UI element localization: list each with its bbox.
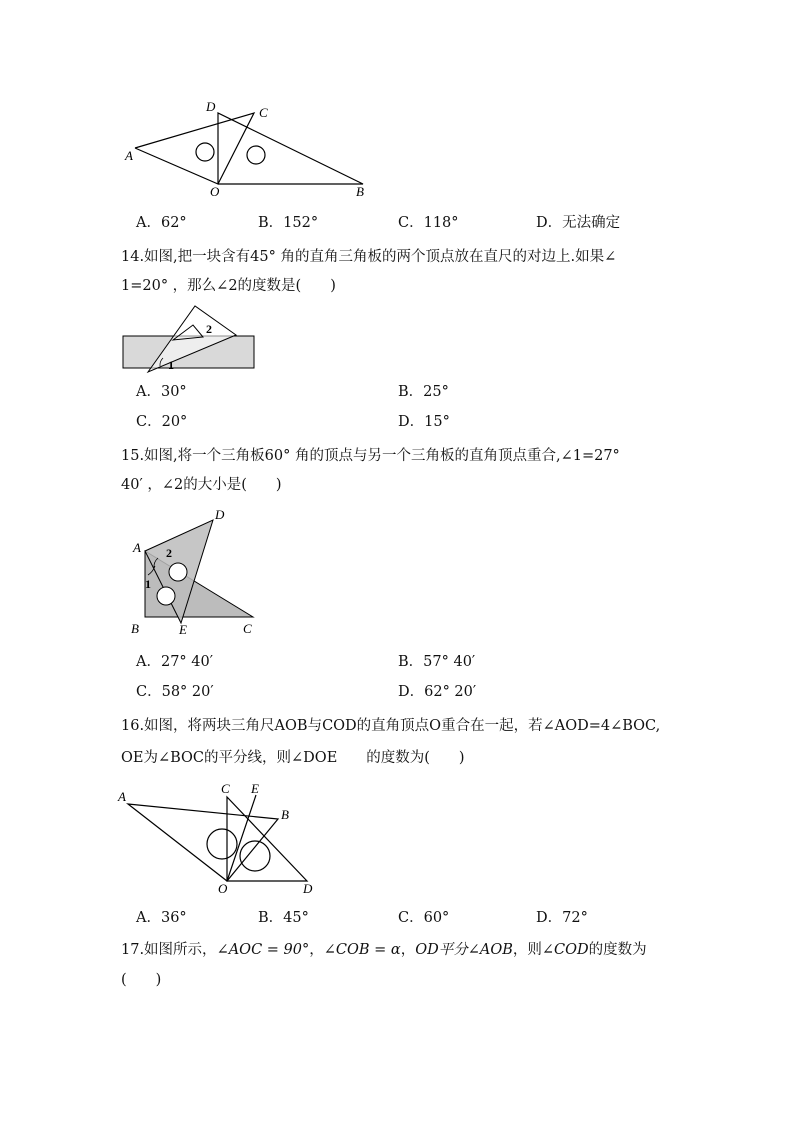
q15-option-b[interactable]: B．57° 40′	[398, 654, 476, 670]
q16-label-D: D	[303, 881, 313, 896]
q16-ray-oe	[227, 795, 256, 881]
q16-label-E: E	[251, 781, 259, 796]
q17-expr-cod: ∠COD	[541, 942, 589, 958]
q15-stem-line2: 40′ ，∠2的大小是( )	[121, 477, 282, 493]
q13-option-b[interactable]: B．152°	[258, 215, 319, 231]
q16-option-c[interactable]: C．60°	[398, 910, 450, 926]
q15-stem-line1: 15.如图,将一个三角板60° 角的顶点与另一个三角板的直角顶点重合,∠1=27°	[121, 448, 620, 464]
q16-triangle-aob	[128, 804, 278, 881]
q14-option-b[interactable]: B．25°	[398, 384, 449, 400]
q15-option-d[interactable]: D．62° 20′	[398, 684, 477, 700]
q17-sep2: ，	[400, 942, 416, 958]
q17-sep3: ，则	[512, 942, 542, 958]
q17-stem-line2: ( )	[121, 972, 162, 988]
q14-option-c[interactable]: C．20°	[136, 414, 188, 430]
q15-label-E: E	[179, 622, 187, 637]
q16-label-O: O	[218, 881, 228, 896]
q15-label-2: 2	[166, 546, 172, 560]
q15-label-1: 1	[145, 577, 151, 591]
q13-option-a[interactable]: A．62°	[136, 215, 187, 231]
q17-expr-od: OD平分∠AOB	[415, 942, 513, 958]
q17-stem-line1	[121, 940, 647, 960]
q13-label-A: A	[125, 148, 133, 163]
q16-option-a[interactable]: A．36°	[136, 910, 187, 926]
q14-option-d[interactable]: D．15°	[398, 414, 450, 430]
q14-label-2: 2	[206, 322, 212, 336]
q16-option-b[interactable]: B．45°	[258, 910, 309, 926]
q17-prefix: 17.如图所示，	[121, 942, 217, 958]
q17-sep1: ，	[309, 942, 324, 958]
q15-option-c[interactable]: C．58° 20′	[136, 684, 214, 700]
q16-triangle-cod	[227, 797, 307, 881]
q13-label-C: C	[259, 105, 268, 120]
q14-stem-line1: 14.如图,把一块含有45° 角的直角三角板的两个顶点放在直尺的对边上.如果∠	[121, 249, 617, 265]
q15-label-D: D	[215, 507, 225, 522]
q15-label-C: C	[243, 621, 252, 636]
q13-option-c[interactable]: C．118°	[398, 215, 459, 231]
q14-option-a[interactable]: A．30°	[136, 384, 187, 400]
q17-expr-cob: ∠COB = α	[323, 942, 401, 958]
q16-label-B: B	[281, 807, 289, 822]
q16-option-d[interactable]: D．72°	[536, 910, 588, 926]
q16-label-C: C	[221, 781, 230, 796]
q14-label-1: 1	[168, 358, 174, 372]
q16-stem-line2: OE为∠BOC的平分线，则∠DOE 的度数为( )	[121, 750, 465, 766]
q13-option-d[interactable]: D．无法确定	[536, 215, 621, 231]
q13-label-B: B	[356, 184, 364, 199]
q14-stem-line2: 1=20° ，那么∠2的度数是( )	[121, 278, 336, 294]
q16-hole-right	[240, 841, 270, 871]
q15-label-A: A	[133, 540, 141, 555]
q13-label-O: O	[210, 184, 220, 199]
q15-label-B: B	[131, 621, 139, 636]
q13-label-D: D	[206, 99, 216, 114]
q16-label-A: A	[118, 789, 126, 804]
q15-option-a[interactable]: A．27° 40′	[136, 654, 214, 670]
q16-stem-line1: 16.如图，将两块三角尺AOB与COD的直角顶点O重合在一起，若∠AOD=4∠BOC,	[121, 718, 661, 734]
q16-hole-left	[207, 829, 237, 859]
q17-suffix: 的度数为	[588, 942, 647, 958]
q17-expr-aoc: ∠AOC = 90°	[216, 942, 310, 958]
